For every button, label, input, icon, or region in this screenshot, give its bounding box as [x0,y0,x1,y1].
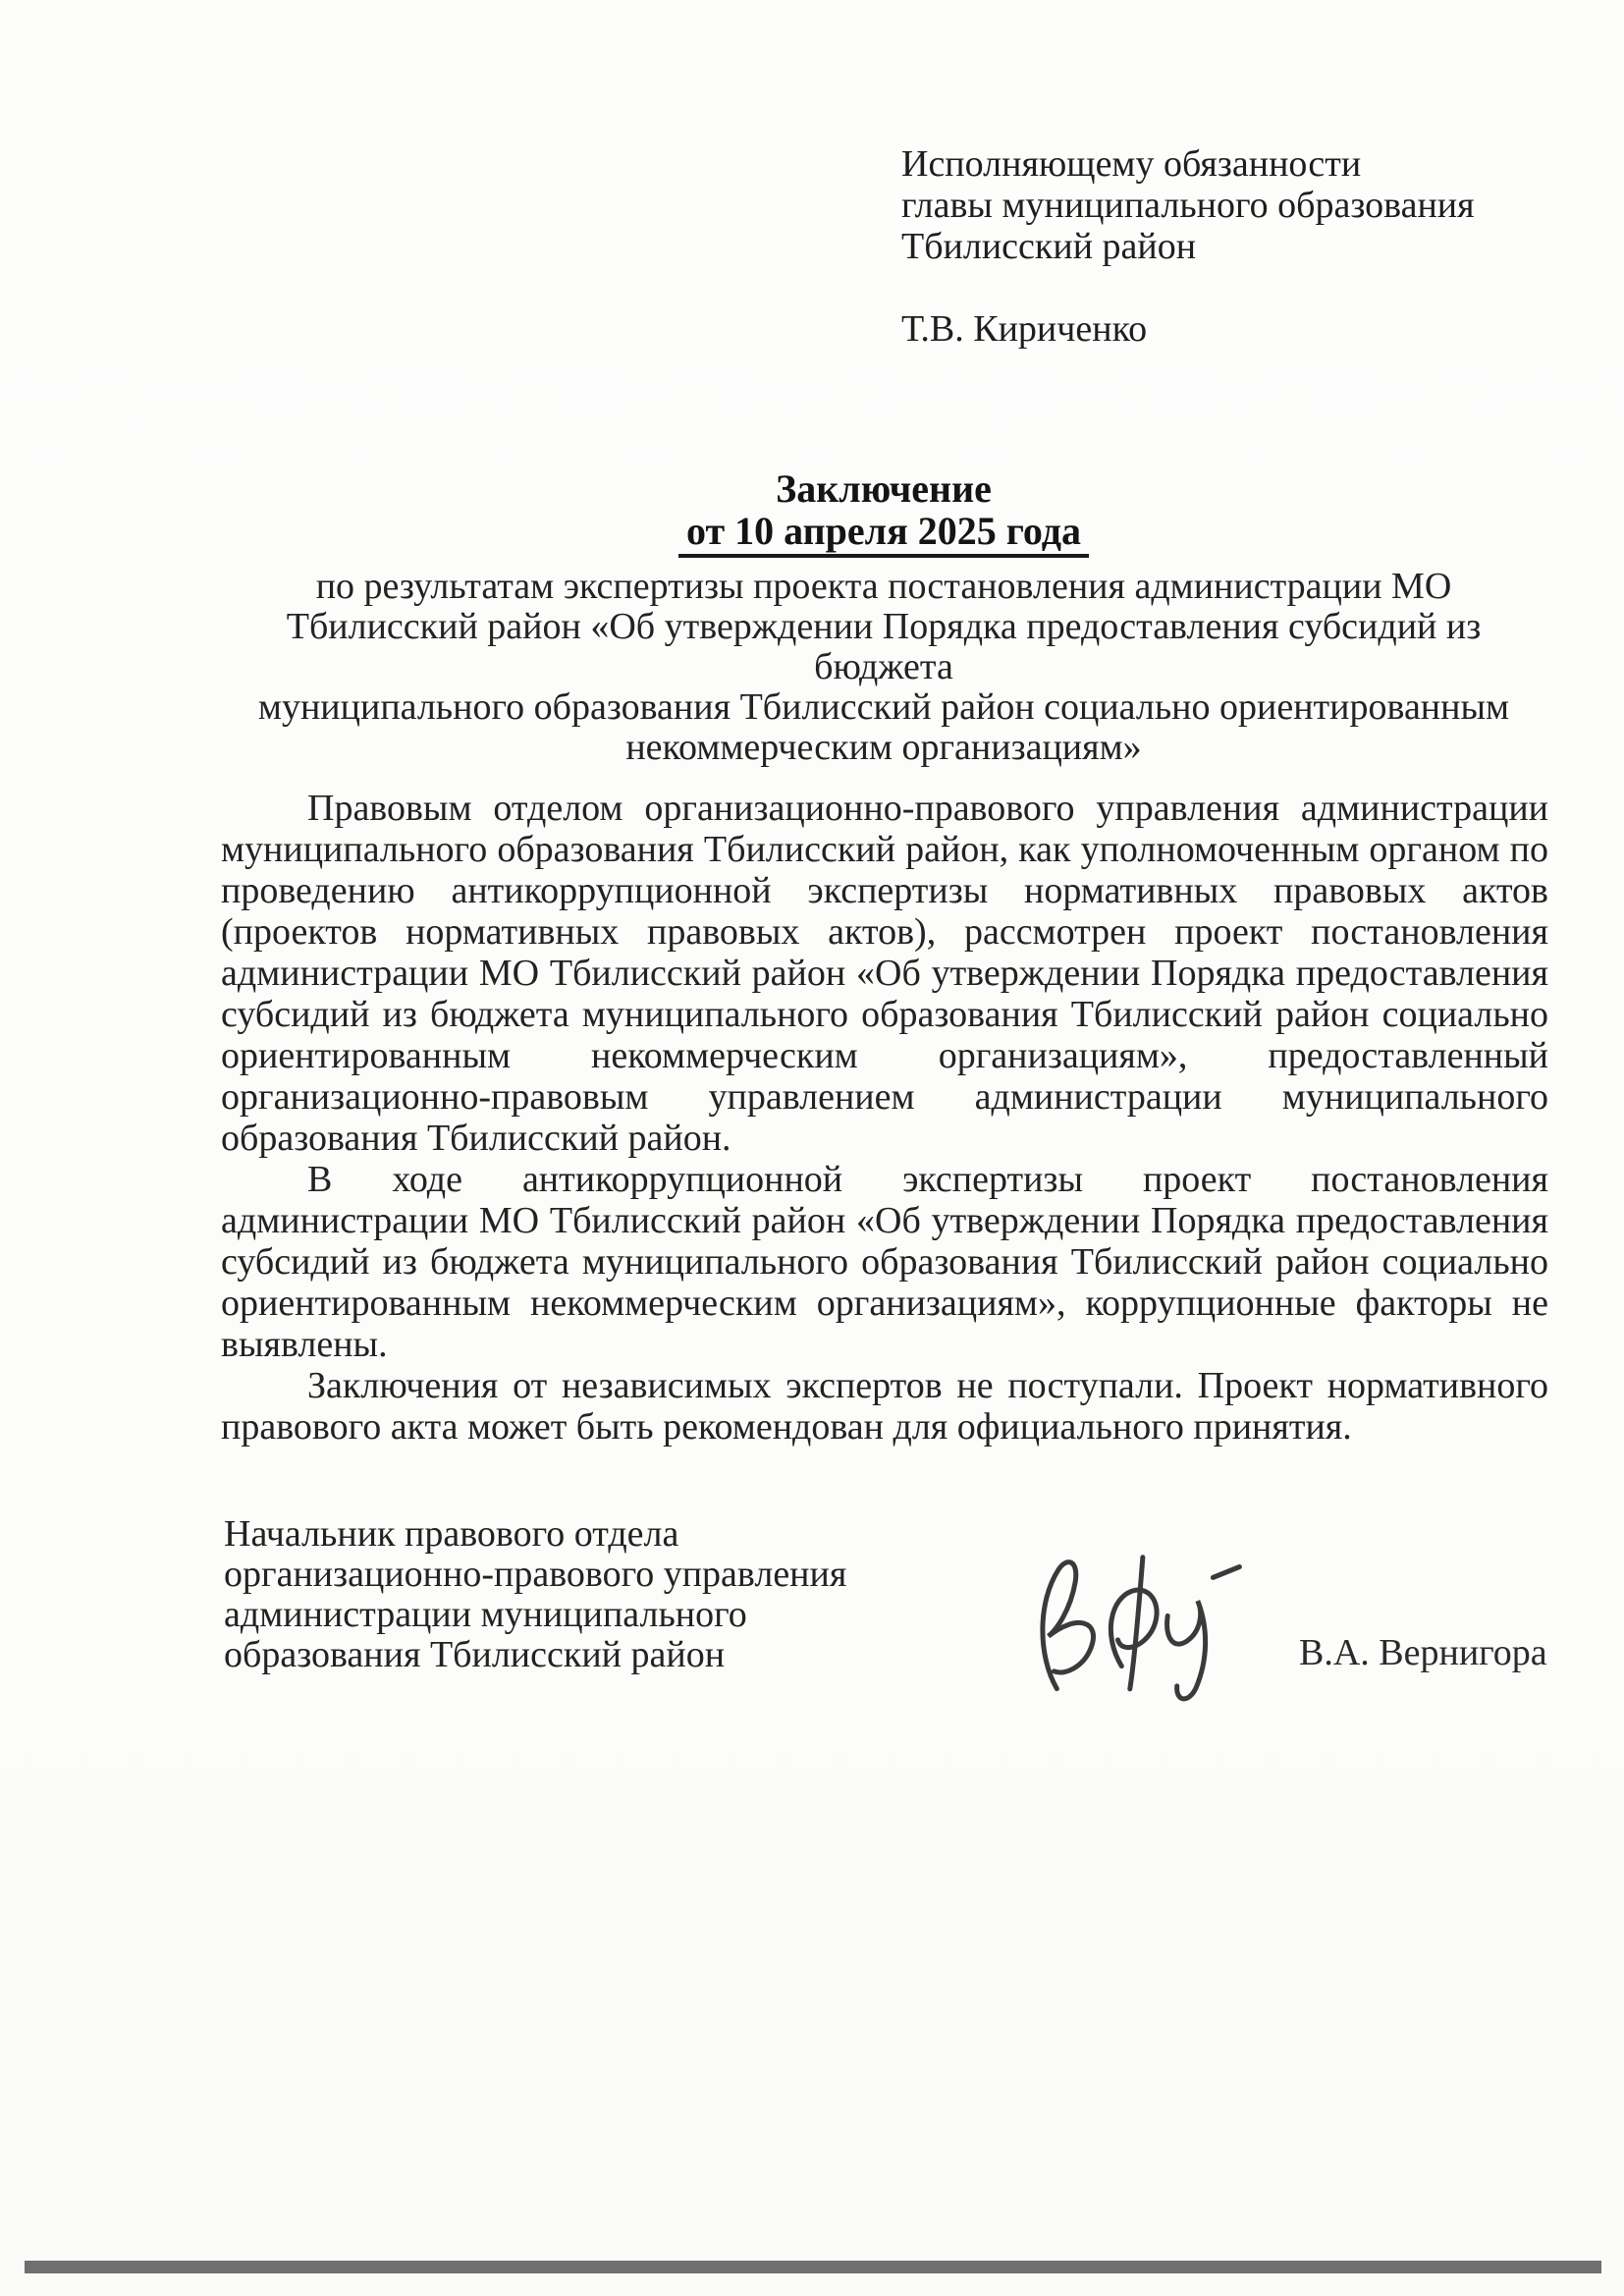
document-subtitle [219,567,1548,768]
body-paragraph: Правовым отделом организационно-правового управления администрации муниципального образования Тбилисский район, как уполномоченным органом по проведению антикоррупционной экспертизы нормативных правовых актов (проектов нормативных правовых актов), рассмотрен проект постановления администрации МО Тбилисский район «Об утверждении Порядка предоставления субсидий из бюджета муниципального образования Тбилисский район социально ориентированным некоммерческим организациям», предоставленный организационно-правовым управлением администрации муниципального образования Тбилисский район. [221,788,1548,1159]
signer-name: В.А. Вернигора [1299,1632,1547,1673]
signer-position-line: Начальник правового отдела [224,1513,679,1555]
title-block [219,466,1548,768]
signer-position-line: образования Тбилисский район [224,1634,726,1675]
document-title: Заключение [776,466,992,511]
addressee-block [901,143,1475,350]
signer-position-line: организационно-правового управления [224,1554,847,1595]
document-body [221,788,1548,1448]
document-date: от 10 апреля 2025 года [678,509,1089,558]
body-paragraph: В ходе антикоррупционной экспертизы проект постановления администрации МО Тбилисский район «Об утверждении Порядка предоставления субсидий из бюджета муниципального образования Тбилисский район социально ориентированным некоммерческим организациям», коррупционные факторы не выявлены. [221,1159,1548,1365]
signer-position-line: администрации муниципального [224,1594,747,1635]
addressee-name: Т.В. Кириченко [901,308,1148,350]
spacer [901,267,1475,308]
addressee-line: Исполняющему обязанности [901,143,1362,185]
addressee-line: главы муниципального образования [901,185,1475,226]
subtitle-line: муниципального образования Тбилисский район социально ориентированным [257,686,1510,728]
subtitle-line: по результатам экспертизы проекта постановления администрации МО [315,566,1452,607]
body-paragraph: Заключения от независимых экспертов не поступали. Проект нормативного правового акта может быть рекомендован для официального принятия. [221,1365,1548,1448]
document-date-row [219,509,1548,562]
addressee-line: Тбилисский район [901,226,1197,267]
subtitle-line: Тбилисский район «Об утверждении Порядка предоставления субсидий из бюджета [286,606,1482,687]
subtitle-line: некоммерческим организациям» [625,727,1142,768]
handwritten-signature [1021,1534,1267,1716]
signer-position-block [224,1514,846,1675]
scanner-edge-artifact [25,2261,1601,2273]
